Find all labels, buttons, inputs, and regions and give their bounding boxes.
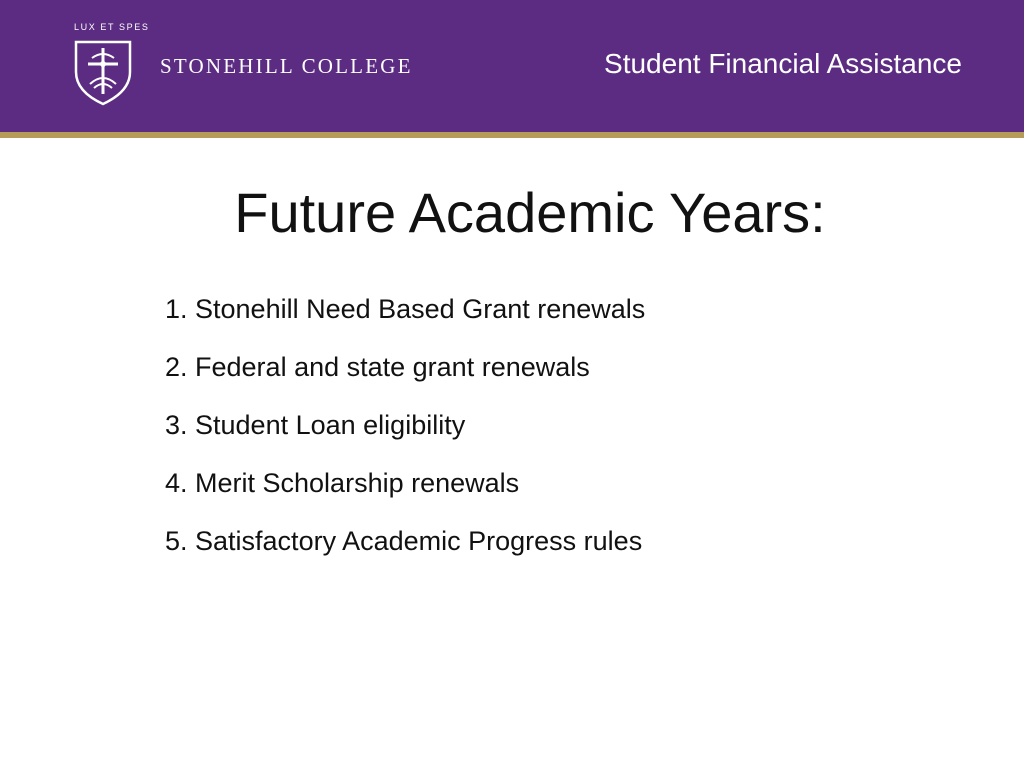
college-motto: LUX ET SPES <box>74 22 150 32</box>
header-divider <box>0 132 1024 138</box>
list-item: 5. Satisfactory Academic Progress rules <box>165 526 643 556</box>
list-item: 3. Student Loan eligibility <box>165 410 466 440</box>
header-banner <box>0 0 1024 132</box>
topic-list <box>165 288 645 578</box>
college-name: STONEHILL COLLEGE <box>160 54 413 78</box>
list-item: 1. Stonehill Need Based Grant renewals <box>165 294 646 324</box>
list-item: 2. Federal and state grant renewals <box>165 352 590 382</box>
slide-title: Future Academic Years: <box>234 181 826 244</box>
section-title: Student Financial Assistance <box>604 48 962 79</box>
stonehill-shield-cross-icon <box>72 36 134 106</box>
list-item: 4. Merit Scholarship renewals <box>165 468 520 498</box>
